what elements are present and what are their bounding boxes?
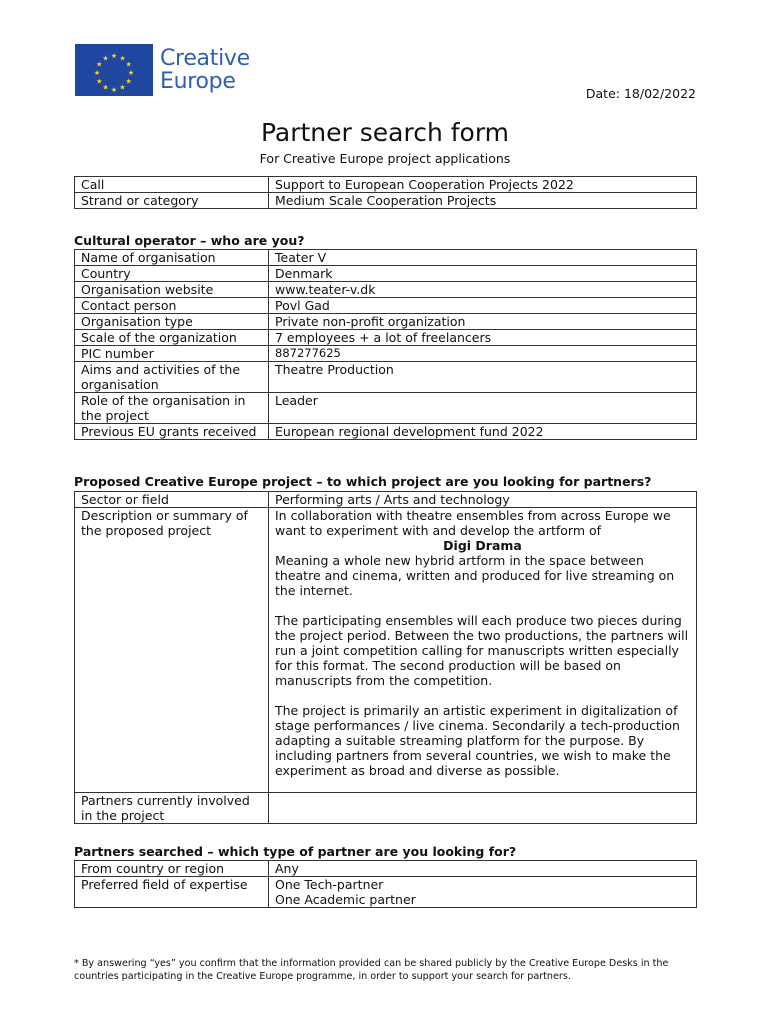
- description-paragraph: The project is primarily an artistic experiment in digitalization of stage performances / live cinema. Secondarily a tech-production adapting a suitable streaming platform for the purpose. By including partners from several countries, we wish to make the experiment as broad and diverse as possible.: [275, 703, 680, 778]
- footnote: * By answering “yes” you confirm that the information provided can be shared publicly by the Creative Europe Desks in the countries participating in the Creative Europe programme, in order to support your search for partners.: [74, 958, 669, 982]
- svg-text:★: ★: [125, 60, 132, 69]
- field-value: Teater V: [269, 250, 697, 266]
- page-title: Partner search form: [260, 118, 510, 147]
- table-row: [75, 861, 697, 877]
- section-heading-project: Proposed Creative Europe project – to which project are you looking for partners?: [74, 474, 652, 489]
- svg-text:★: ★: [119, 83, 126, 92]
- field-label: Name of organisation: [75, 250, 269, 266]
- field-value: Denmark: [269, 266, 697, 282]
- table-row: [75, 793, 697, 824]
- section-heading-partners: Partners searched – which type of partner are you looking for?: [74, 844, 517, 859]
- table-row: [75, 362, 697, 393]
- field-value: Private non-profit organization: [269, 314, 697, 330]
- project-description: [269, 508, 697, 793]
- field-value-line: One Academic partner: [275, 892, 416, 907]
- svg-text:★: ★: [110, 86, 118, 94]
- field-value: [269, 877, 697, 908]
- table-row: [75, 877, 697, 908]
- field-value: Medium Scale Cooperation Projects: [269, 193, 697, 209]
- description-emphasis: Digi Drama: [443, 538, 522, 553]
- date-label: Date: 18/02/2022: [585, 86, 696, 101]
- table-row: [75, 298, 697, 314]
- table-row: [75, 177, 697, 193]
- field-value: Support to European Cooperation Projects 2022: [269, 177, 697, 193]
- table-row: [75, 393, 697, 424]
- field-label: Country: [75, 266, 269, 282]
- svg-text:★: ★: [96, 77, 103, 86]
- field-label: Scale of the organization: [75, 330, 269, 346]
- field-value-line: One Tech-partner: [275, 877, 384, 892]
- call-table: [74, 176, 697, 209]
- field-value: Performing arts / Arts and technology: [269, 492, 697, 508]
- table-row: [75, 193, 697, 209]
- project-table: [74, 491, 697, 824]
- field-label: Call: [75, 177, 269, 193]
- table-row: [75, 250, 697, 266]
- field-value: www.teater-v.dk: [269, 282, 697, 298]
- table-row: [75, 508, 697, 793]
- svg-text:★: ★: [125, 77, 132, 86]
- field-label: Sector or field: [75, 492, 269, 508]
- table-row: [75, 314, 697, 330]
- svg-text:★: ★: [93, 69, 101, 77]
- field-label: Organisation type: [75, 314, 269, 330]
- field-label: Preferred field of expertise: [75, 877, 269, 908]
- svg-text:★: ★: [110, 52, 118, 60]
- field-value: Povl Gad: [269, 298, 697, 314]
- field-value: Theatre Production: [269, 362, 697, 393]
- field-label: Previous EU grants received: [75, 424, 269, 440]
- operator-table: [74, 249, 697, 440]
- field-value: Leader: [269, 393, 697, 424]
- description-paragraph: The participating ensembles will each produce two pieces during the project period. Between the two productions, the partners will run a joint competition calling for manuscripts written especially for this format. The second production will be based on manuscripts from the competition.: [275, 613, 689, 688]
- table-row: [75, 346, 697, 362]
- partners-table: [74, 860, 697, 908]
- eu-flag-icon: [75, 44, 153, 96]
- field-value: [269, 793, 697, 824]
- field-label: Description or summary of the proposed project: [75, 508, 269, 793]
- field-label: PIC number: [75, 346, 269, 362]
- section-heading-operator: Cultural operator – who are you?: [74, 233, 305, 248]
- field-value: 7 employees + a lot of freelancers: [269, 330, 697, 346]
- svg-text:★: ★: [96, 60, 103, 69]
- description-intro: In collaboration with theatre ensembles from across Europe we want to experiment with and develop the artform of: [275, 508, 671, 538]
- page-subtitle: For Creative Europe project applications: [259, 151, 511, 166]
- table-row: [75, 330, 697, 346]
- field-label: Aims and activities of the organisation: [75, 362, 269, 393]
- field-value: 887277625: [269, 346, 697, 362]
- table-row: [75, 266, 697, 282]
- table-row: [75, 424, 697, 440]
- svg-text:★: ★: [102, 83, 109, 92]
- field-label: Contact person: [75, 298, 269, 314]
- field-label: From country or region: [75, 861, 269, 877]
- field-value: Any: [269, 861, 697, 877]
- table-row: [75, 492, 697, 508]
- field-label: Organisation website: [75, 282, 269, 298]
- brand-line-1: Creative: [160, 46, 250, 71]
- field-label: Partners currently involved in the project: [75, 793, 269, 824]
- brand-line-2: Europe: [160, 69, 236, 94]
- svg-text:★: ★: [127, 69, 135, 77]
- svg-text:★: ★: [102, 54, 109, 63]
- description-paragraph: Meaning a whole new hybrid artform in the space between theatre and cinema, written and produced for live streaming on the internet.: [275, 553, 675, 598]
- field-label: Role of the organisation in the project: [75, 393, 269, 424]
- field-label: Strand or category: [75, 193, 269, 209]
- brand-name: [160, 47, 250, 93]
- svg-text:★: ★: [119, 54, 126, 63]
- creative-europe-logo: [75, 44, 250, 96]
- field-value: European regional development fund 2022: [269, 424, 697, 440]
- table-row: [75, 282, 697, 298]
